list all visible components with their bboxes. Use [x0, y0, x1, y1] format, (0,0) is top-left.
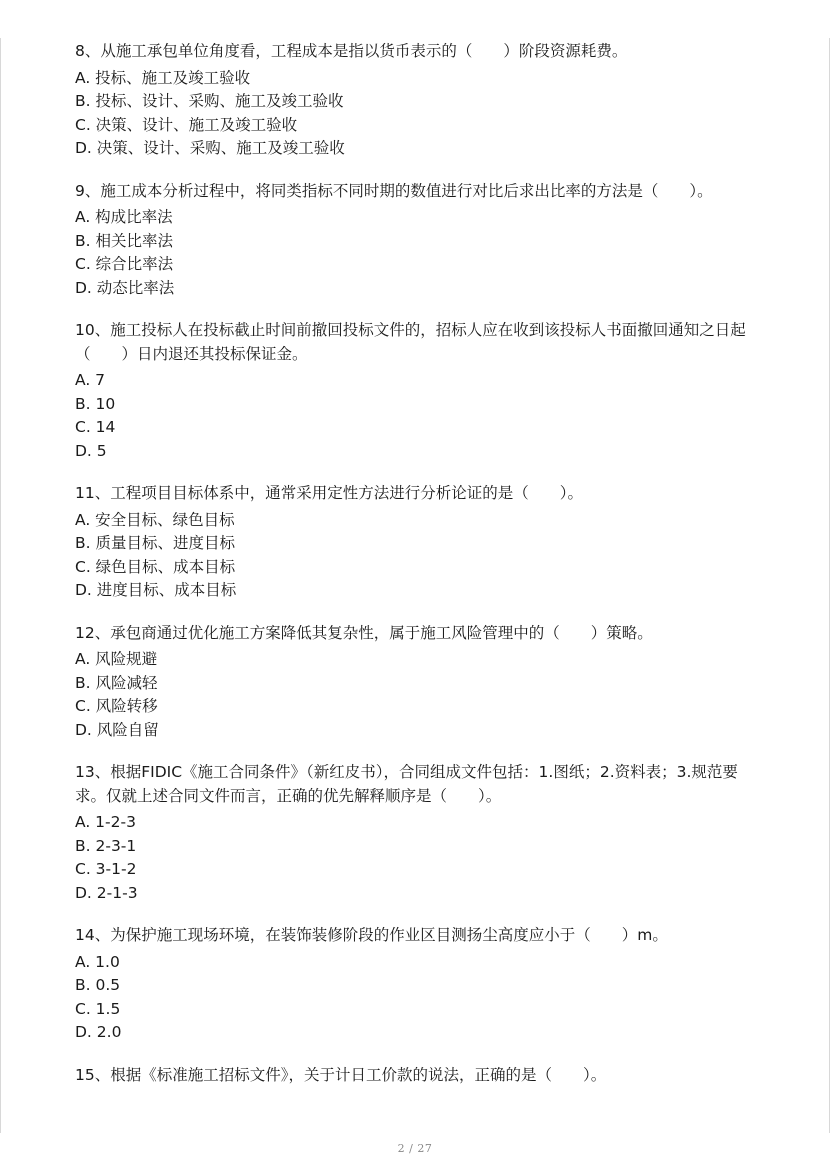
question-9: [75, 180, 765, 301]
option-d: D. 风险自留: [75, 720, 159, 739]
question-stem: 12、承包商通过优化施工方案降低其复杂性，属于施工风险管理中的（ ）策略。: [75, 623, 653, 642]
question-12: [75, 622, 765, 743]
option-b: B. 10: [75, 394, 116, 413]
option-b: B. 投标、设计、采购、施工及竣工验收: [75, 92, 344, 110]
option-a: A. 1.0: [75, 952, 120, 971]
question-stem: 13、根据FIDIC《施工合同条件》（新红皮书），合同组成文件包括：1.图纸；2.资料表；3.规范要求。仅就上述合同文件而言，正确的优先解释顺序是（ ）。: [75, 763, 738, 805]
option-a: A. 1-2-3: [75, 813, 136, 831]
option-b: B. 相关比率法: [75, 231, 173, 250]
option-a: A. 风险规避: [75, 650, 158, 668]
option-c: C. 1.5: [75, 999, 121, 1018]
option-c: C. 3-1-2: [75, 860, 137, 878]
option-a: A. 7: [75, 371, 106, 389]
question-13: [75, 761, 765, 905]
option-d: D. 动态比率法: [75, 278, 175, 297]
question-stem: 14、为保护施工现场环境，在装饰装修阶段的作业区目测扬尘高度应小于（ ）m。: [75, 926, 668, 944]
question-8: [75, 40, 765, 161]
question-10: [75, 319, 765, 463]
option-a: A. 投标、施工及竣工验收: [75, 68, 251, 87]
question-stem: 9、施工成本分析过程中，将同类指标不同时期的数值进行对比后求出比率的方法是（ ）。: [75, 181, 713, 200]
option-d: D. 决策、设计、采购、施工及竣工验收: [75, 139, 345, 157]
question-14: [75, 924, 765, 1045]
option-c: C. 绿色目标、成本目标: [75, 557, 236, 576]
option-c: C. 决策、设计、施工及竣工验收: [75, 115, 298, 134]
option-d: D. 2-1-3: [75, 883, 138, 902]
option-d: D. 2.0: [75, 1023, 122, 1041]
question-stem: 11、工程项目目标体系中，通常采用定性方法进行分析论证的是（ ）。: [75, 484, 583, 502]
option-d: D. 5: [75, 441, 107, 460]
option-a: A. 构成比率法: [75, 208, 173, 226]
question-15: [75, 1064, 765, 1088]
question-list: [75, 40, 765, 1106]
option-c: C. 14: [75, 418, 116, 436]
option-c: C. 风险转移: [75, 697, 158, 715]
option-c: C. 综合比率法: [75, 255, 174, 273]
option-b: B. 质量目标、进度目标: [75, 534, 235, 552]
option-b: B. 0.5: [75, 976, 121, 994]
option-a: A. 安全目标、绿色目标: [75, 510, 235, 529]
option-b: B. 2-3-1: [75, 836, 137, 855]
question-stem: 8、从施工承包单位角度看，工程成本是指以货币表示的（ ）阶段资源耗费。: [75, 42, 628, 60]
page-number: 2 / 27: [397, 1142, 433, 1155]
page-left-edge: [0, 38, 1, 1133]
option-d: D. 进度目标、成本目标: [75, 581, 237, 599]
question-stem: 10、施工投标人在投标截止时间前撤回投标文件的，招标人应在收到该投标人书面撤回通知之日起（ ）日内退还其投标保证金。: [75, 321, 746, 363]
option-b: B. 风险减轻: [75, 673, 158, 692]
question-stem: 15、根据《标准施工招标文件》，关于计日工价款的说法，正确的是（ ）。: [75, 1065, 607, 1084]
question-11: [75, 482, 765, 603]
